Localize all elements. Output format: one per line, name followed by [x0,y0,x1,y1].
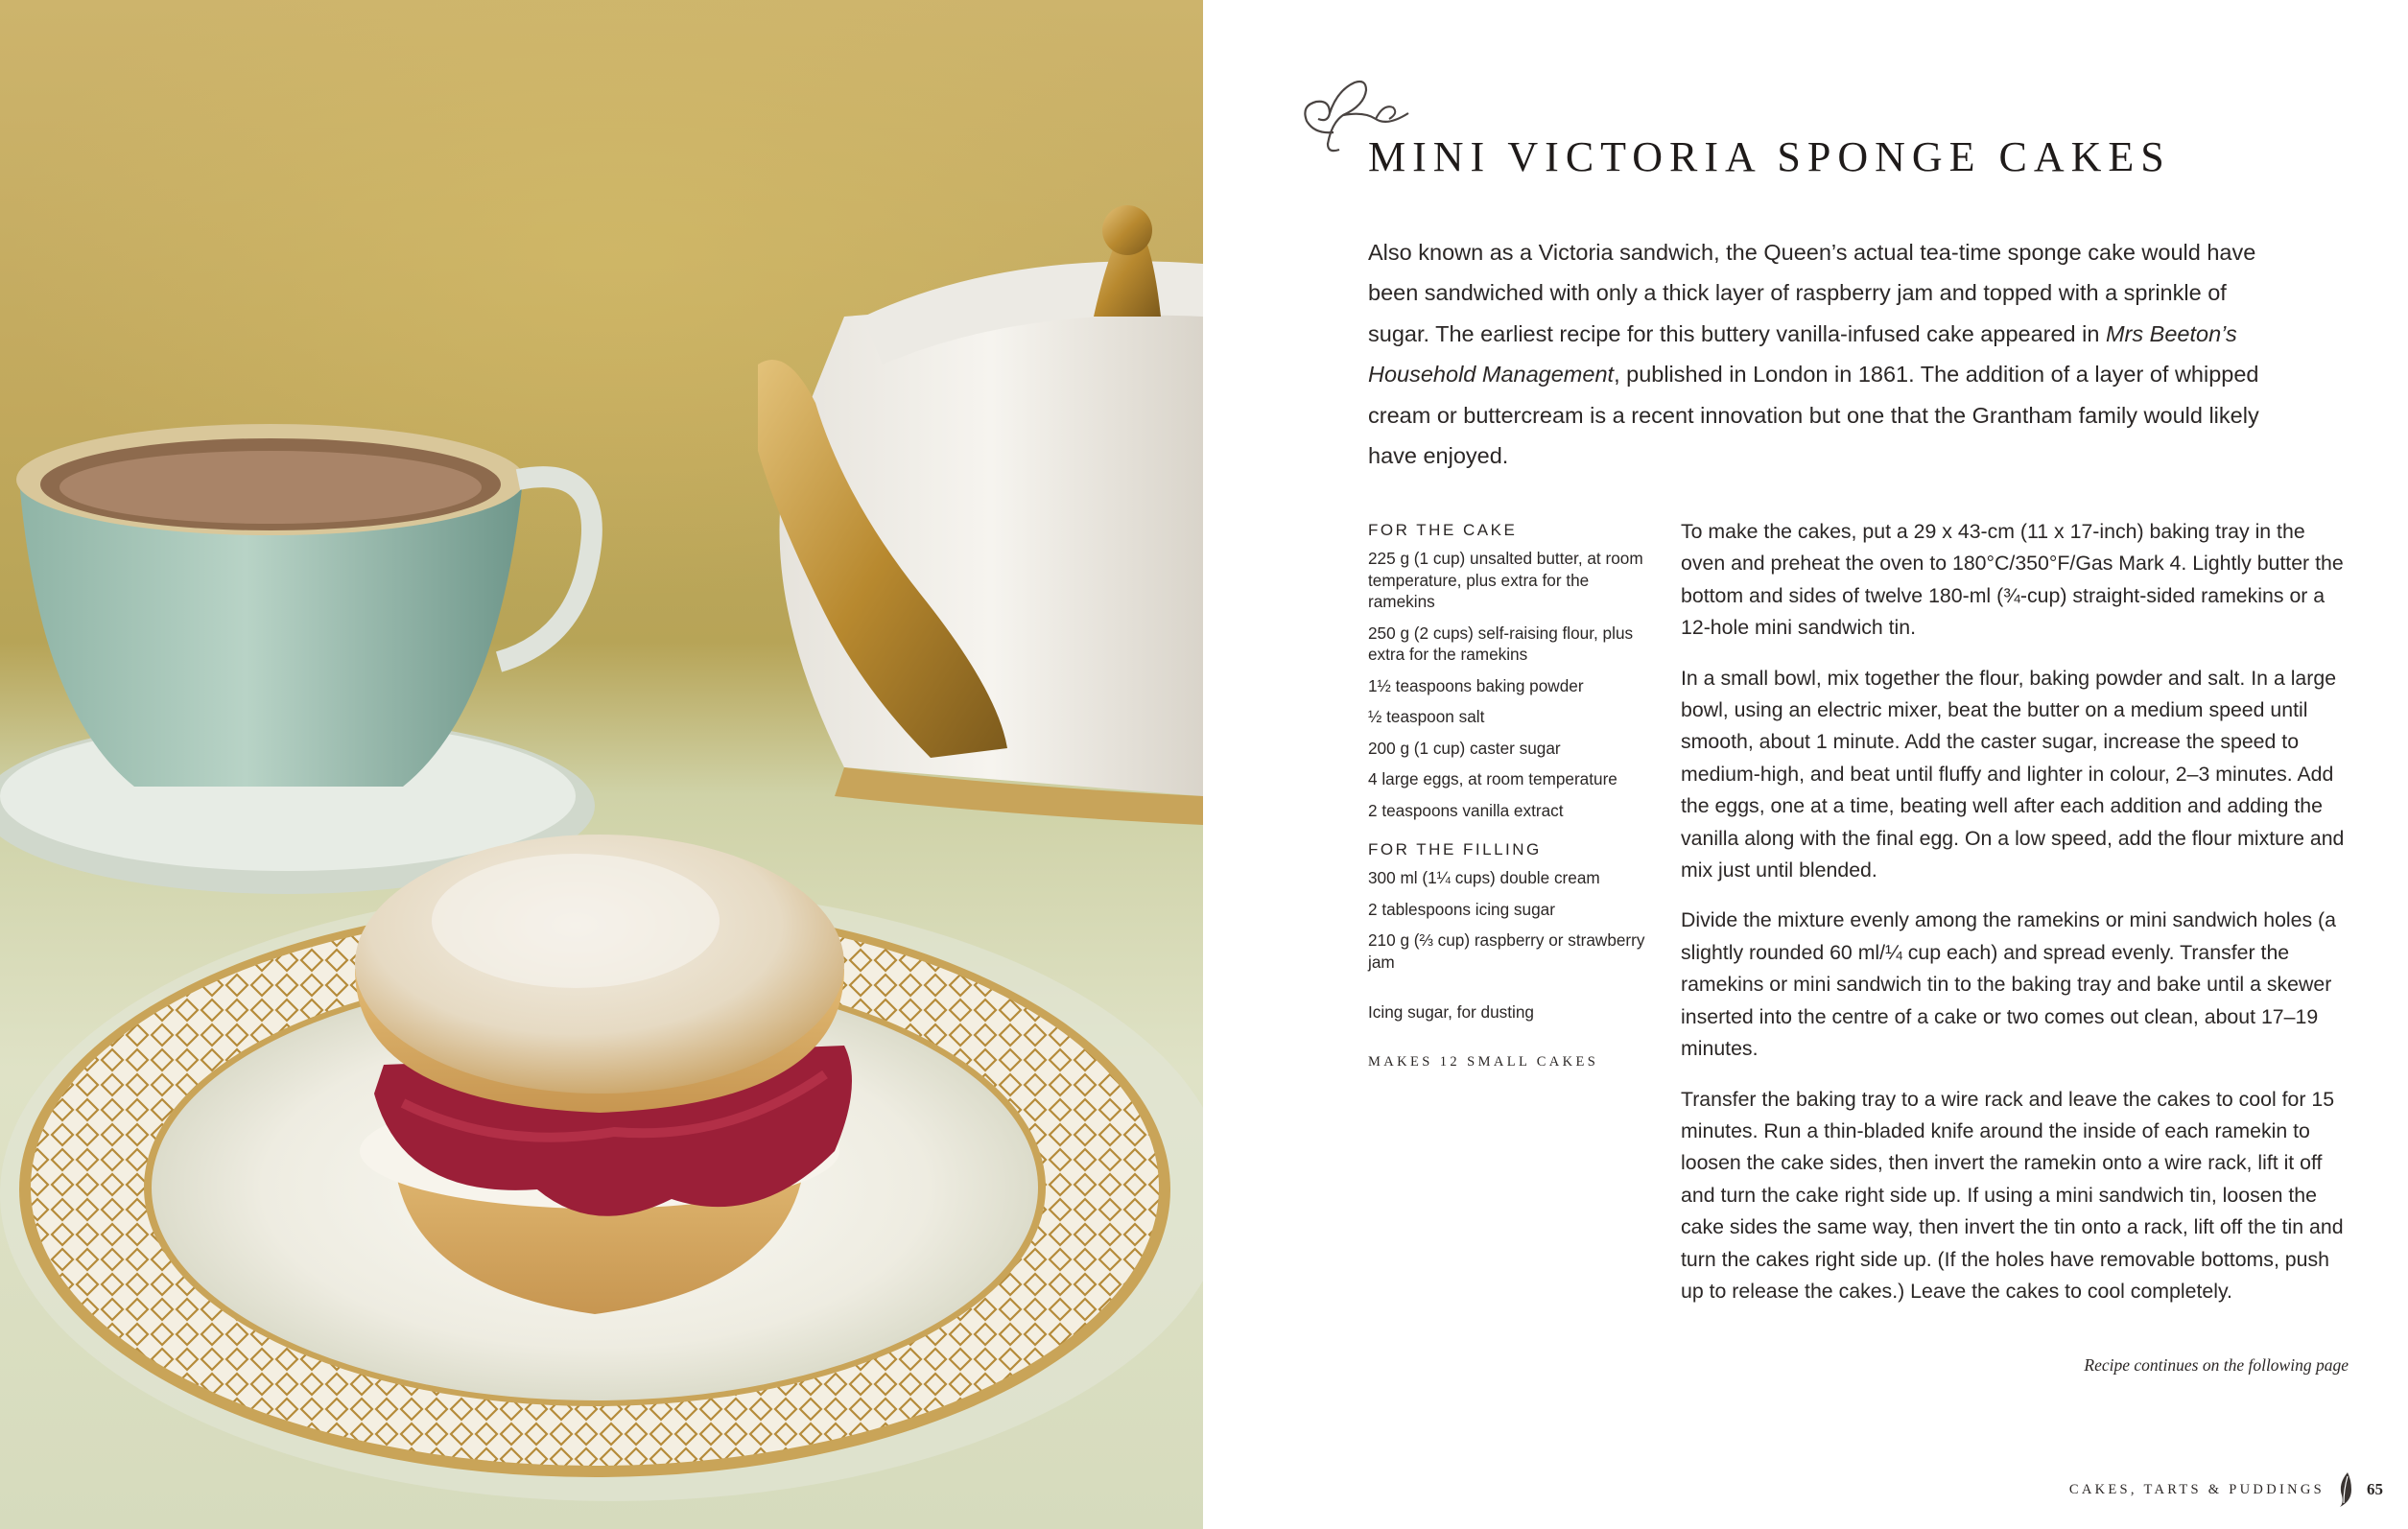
ingredient-item: 225 g (1 cup) unsalted butter, at room temperature, plus extra for the ramekins [1368,549,1643,611]
recipe-photo [0,0,1203,1529]
leaf-ornament-icon [2336,1470,2355,1509]
method-column [1681,516,2352,1326]
method-step: Divide the mixture evenly among the ramekins or mini sandwich holes (a slightly rounded 60 ml/¼ cup each) and spread evenly. Transfer the ramekins or mini sandwich tin to the baking tray and bake until a skewer inserted into the centre of a cake or two comes out clean, about 17–19 minutes. [1681,908,2336,1061]
yield-note: MAKES 12 SMALL CAKES [1368,1053,1599,1070]
ingredient-item: 2 tablespoons icing sugar [1368,899,1555,919]
photo-illustration [0,0,1203,1529]
method-step: Transfer the baking tray to a wire rack and leave the cakes to cool for 15 minutes. Run a thin-bladed knife around the inside of each ramekin to loosen the cake sides, then invert the ramekin onto a wire rack, lift it off and turn the cake right side up. If using a mini sandwich tin, loosen the cake sides the same way, then invert the tin onto a rack, lift off the tin and turn the cakes right side up. (If the holes have removable bottoms, push up to release the cakes.) Leave the cakes to cool completely. [1681,1087,2344,1303]
continues-note: Recipe continues on the following page [2084,1355,2349,1375]
dusting-ingredient: Icing sugar, for dusting [1368,1002,1534,1022]
intro-book-title: Mrs Beeton’s Household Management [1368,320,2237,388]
cake-ingredients-list [1368,548,1646,821]
ingredient-item: 210 g (⅔ cup) raspberry or strawberry jam [1368,930,1645,972]
ingredient-item: 1½ teaspoons baking powder [1368,675,1584,695]
ingredient-item: 250 g (2 cups) self-raising flour, plus extra for the ramekins [1368,623,1634,664]
cake-ingredients-heading: FOR THE CAKE [1368,521,1518,539]
ingredients-column [1368,521,1646,1070]
filling-ingredients-list [1368,867,1646,973]
ingredient-item: 300 ml (1¼ cups) double cream [1368,868,1600,887]
method-step: To make the cakes, put a 29 x 43-cm (11 x 17-inch) baking tray in the oven and preheat the oven to 180°C/350°F/Gas Mark 4. Lightly butter the bottom and sides of twelve 180-ml (¾-cup) straight-sided ramekins or a 12-hole mini sandwich tin. [1681,520,2344,640]
ingredient-item: ½ teaspoon salt [1368,707,1485,726]
intro-text-end: , published in London in 1861. The addition of a layer of whipped cream or buttercream is a recent innovation but one that the Grantham family would likely have enjoyed. [1368,362,2259,469]
ingredient-item: 4 large eggs, at room temperature [1368,769,1617,788]
intro-text-start: Also known as a Victoria sandwich, the Queen’s actual tea-time sponge cake would have been sandwiched with only a thick layer of raspberry jam and topped with a sprinkle of sugar. The earliest recipe for this buttery vanilla-infused cake appeared in [1368,240,2256,346]
recipe-title: MINI VICTORIA SPONGE CAKES [1368,133,2171,180]
page-number: 65 [2367,1480,2383,1498]
ingredient-item: 200 g (1 cup) caster sugar [1368,738,1561,758]
recipe-page [1203,0,2408,1529]
recipe-intro [1368,232,2270,476]
ingredient-item: 2 teaspoons vanilla extract [1368,800,1564,820]
filling-ingredients-heading: FOR THE FILLING [1368,840,1542,859]
page-footer [2069,1470,2383,1509]
section-name: CAKES, TARTS & PUDDINGS [2068,1481,2325,1497]
method-step: In a small bowl, mix together the flour, baking powder and salt. In a large bowl, using an electric mixer, beat the butter on a medium speed until smooth, about 1 minute. Add the caster sugar, increase the speed to medium-high, and beat until fluffy and lighter in colour, 2–3 minutes. Add the eggs, one at a time, beating well after each addition and adding the vanilla along with the final egg. On a low speed, add the flour mixture and mix just until blended. [1681,666,2345,882]
